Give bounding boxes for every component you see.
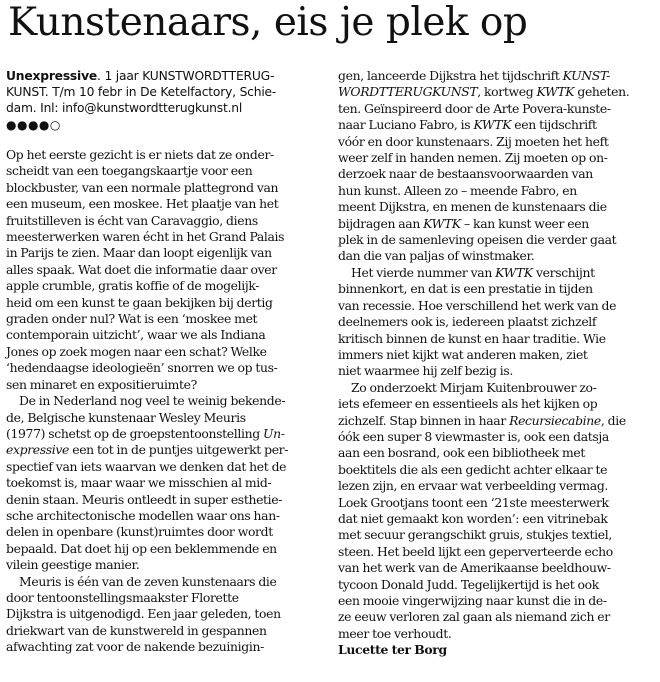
- body-line: plek in de samenleving opeisen die verder gaat: [338, 232, 617, 248]
- body-line: weer zelf in handen nemen. Zij moeten op on-: [338, 150, 608, 166]
- headline: Kunstenaars, eis je plek op: [8, 0, 528, 45]
- body-line: toekomst is, maar waar we misschien al mid-: [6, 475, 272, 491]
- body-line: tycoon Donald Judd. Tegelijkertijd is het ook: [338, 576, 599, 592]
- exhibition-info-line-1: . 1 jaar KUNSTWORDTTERUG-: [97, 69, 275, 83]
- body-line: een museum, een moskee. Het plaatje van het: [6, 196, 279, 212]
- body-line: derzoek naar de bestaansvoorwaarden van: [338, 166, 593, 182]
- body-line: deelnemers ook is, iedereen plaatst zichzelf: [338, 314, 597, 330]
- rating-empty-dot: ○: [49, 118, 61, 132]
- body-line: Jones op zoek mogen naar een schat? Welke: [6, 343, 267, 359]
- left-body-text: [6, 147, 326, 656]
- body-line: een mooie vingerwijzing naar kunst die in de-: [338, 593, 607, 608]
- body-line: vilein geestige manier.: [6, 557, 140, 573]
- body-line: door tentoonstellingsmaakster Florette: [6, 589, 239, 605]
- body-line: ‘hedendaagse ideologieën’ snorren we op tus-: [6, 360, 278, 376]
- body-line: ten. Geïnspireerd door de Arte Povera-kunste-: [338, 100, 611, 116]
- body-line: fruitstilleven is écht van Caravaggio, diens: [6, 212, 258, 228]
- body-line: alles spaak. Wat doet die informatie daar over: [6, 261, 277, 277]
- body-line: in Parijs te zien. Maar dan loopt eigenlijk van: [6, 245, 272, 261]
- body-line: driekwart van de kunstwereld in gespannen: [6, 622, 267, 638]
- body-line: spectief van iets waarvan we denken dat het de: [6, 458, 287, 474]
- body-line: meer toe verhoudt.: [338, 625, 452, 641]
- body-line: aan een bosrand, ook een bibliotheek met: [338, 445, 586, 461]
- body-line: sen minaret en expositieruimte?: [6, 376, 197, 392]
- body-line: boektitels die als een gedicht achter elkaar te: [338, 461, 608, 477]
- body-line: expressive een tot in de puntjes uitgewerkt per-: [6, 442, 289, 458]
- rating-filled-dots: ●●●●: [6, 118, 50, 132]
- body-line: bepaald. Dat doet hij op een beklemmende en: [6, 540, 277, 556]
- body-line: apple crumble, gratis koffie of de mogelijk-: [6, 278, 260, 294]
- body-line: afwachting zat voor de nakende bezuinigin-: [6, 639, 264, 655]
- body-line: Loek Grootjans toont een ‘21ste meesterwerk: [338, 494, 609, 510]
- right-body-text: [338, 68, 658, 642]
- exhibition-info: [6, 68, 326, 116]
- author-byline: Lucette ter Borg: [338, 642, 447, 658]
- body-line: Op het eerste gezicht is er niets dat ze onder-: [6, 147, 274, 162]
- rating: [6, 117, 326, 133]
- body-line: van recessie. Hoe verschillend het werk van de: [338, 297, 617, 313]
- spacer: [6, 133, 326, 147]
- body-line: steen. Het beeld lijkt een geperverteerde echo: [338, 543, 613, 559]
- body-line: met secuur gerangschikt gruis, stukjes textiel,: [338, 527, 612, 543]
- body-line: dan die van paljas of winstmaker.: [338, 248, 535, 264]
- body-line: iets efemeer en essentieels als het kijken op: [338, 396, 598, 412]
- exhibition-info-line-3: dam. Inl: info@kunstwordtterugkunst.nl: [6, 101, 243, 115]
- body-line: vóór en door kunstenaars. Zij moeten het heft: [338, 133, 609, 149]
- body-line: delen in openbare (kunst)ruimtes door wordt: [6, 524, 273, 540]
- right-column: [338, 68, 658, 659]
- body-line: dat niet gemaakt kon worden’: een vitrinebak: [338, 510, 608, 526]
- body-line: niet waarmee hij zelf bezig is.: [338, 363, 513, 379]
- exhibition-info-line-2: KUNST. T/m 10 febr in De Ketelfactory, Schie-: [6, 85, 277, 99]
- body-line: Meuris is één van de zeven kunstenaars die: [19, 573, 277, 589]
- body-line: meesterwerken waren écht in het Grand Palais: [6, 229, 285, 245]
- body-line: gen, lanceerde Dijkstra het tijdschrift KUNST-: [338, 68, 610, 83]
- body-line: scheidt van een toegangskaartje voor een: [6, 163, 253, 179]
- body-line: denin staan. Meuris ontleedt in super esthetie-: [6, 491, 283, 507]
- body-line: lezen zijn, en ervaar wat verbeelding vermag.: [338, 478, 608, 494]
- body-line: van het werk van de Amerikaanse beeldhouw-: [338, 560, 611, 576]
- body-line: hun kunst. Alleen zo – meende Fabro, en: [338, 182, 577, 198]
- body-line: (1977) schetst op de groepstentoonstelling Un-: [6, 425, 285, 441]
- body-line: zichzelf. Stap binnen in haar Recursiecabine, die: [338, 412, 626, 428]
- body-line: Dijkstra is uitgenodigd. Een jaar geleden, toen: [6, 606, 281, 622]
- body-line: de, Belgische kunstenaar Wesley Meuris: [6, 409, 246, 425]
- body-line: naar Luciano Fabro, is KWTK een tijdschrift: [338, 117, 597, 133]
- left-column: [6, 68, 326, 656]
- body-line: contemporain uitzicht’, waar we als Indiana: [6, 327, 266, 343]
- body-line: ze eeuw verloren zal gaan als niemand zich er: [338, 609, 610, 625]
- body-line: Het vierde nummer van KWTK verschijnt: [351, 264, 595, 280]
- exhibition-title: Unexpressive: [6, 69, 98, 83]
- body-line: immers niet kijkt wat anderen maken, ziet: [338, 346, 588, 362]
- body-line: meent Dijkstra, en menen de kunstenaars die: [338, 199, 607, 215]
- body-line: heid om een kunst te gaan bekijken bij dertig: [6, 294, 273, 310]
- body-line: kritisch binnen de kunst en haar traditie. Wie: [338, 330, 606, 346]
- body-line: bijdragen aan KWTK – kan kunst weer een: [338, 215, 589, 231]
- body-line: blockbuster, van een normale plattegrond van: [6, 179, 279, 195]
- body-line: sche architectonische modellen waar ons han-: [6, 507, 280, 523]
- body-line: De in Nederland nog veel te weinig bekende-: [19, 393, 286, 409]
- body-line: graden onder nul? Wat is een ‘moskee met: [6, 311, 258, 327]
- body-line: WORDTTERUGKUNST, kortweg KWTK geheten.: [338, 84, 630, 100]
- body-line: Zo onderzoekt Mirjam Kuitenbrouwer zo-: [351, 379, 597, 395]
- body-line: óók een super 8 viewmaster is, ook een datsja: [338, 428, 609, 444]
- body-line: binnenkort, en dat is een prestatie in tijden: [338, 281, 593, 297]
